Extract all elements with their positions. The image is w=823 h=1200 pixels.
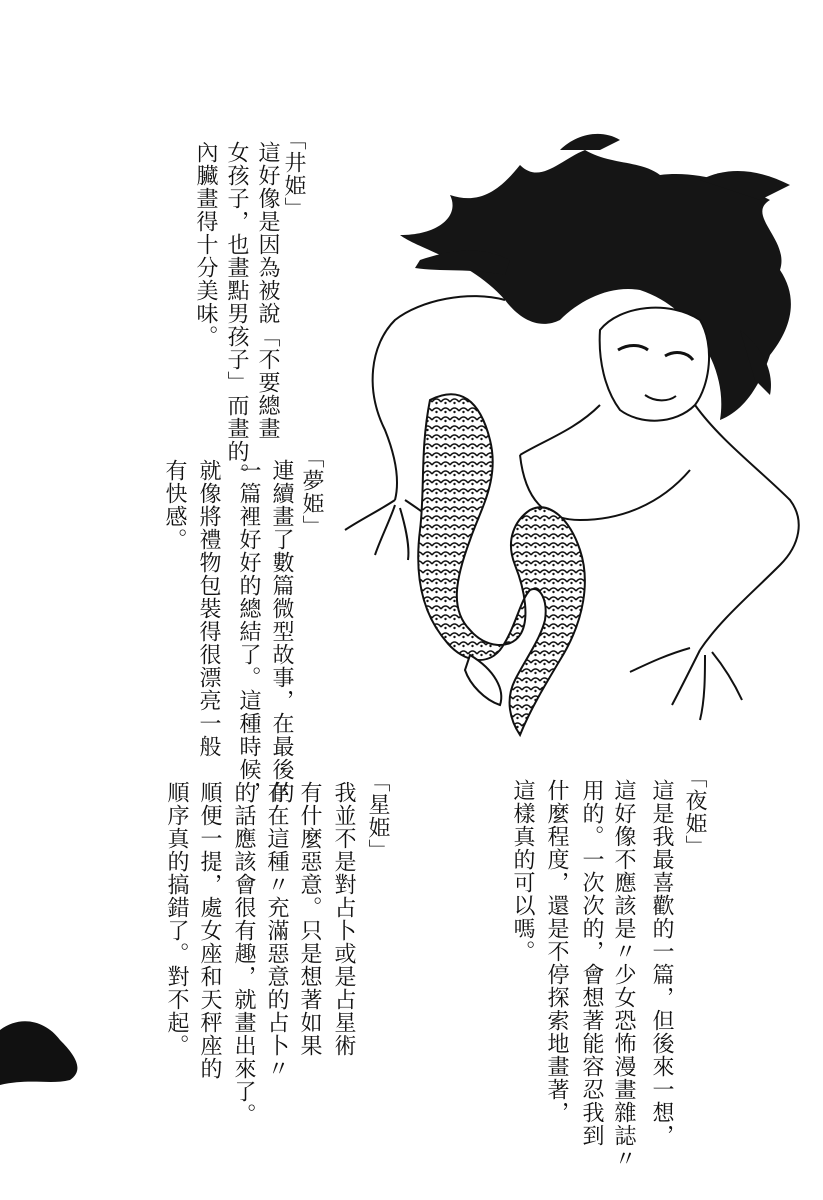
section-heading-seihime: 「井姫」: [281, 128, 306, 220]
section-line-yoruhime-5: 這樣真的可以嗎。: [510, 779, 535, 963]
section-line-yoruhime-4: 什麼程度，還是不停探索地畫著，: [544, 779, 569, 1124]
section-line-hoshihime-6: 順序真的搞錯了。對不起。: [164, 781, 189, 1057]
mermaid-hair: [400, 134, 791, 420]
section-line-hoshihime-2: 有什麼惡意。只是想著如果: [297, 781, 322, 1057]
section-heading-yoruhime: 「夜姫」: [682, 766, 707, 858]
section-line-yumehime-1: 連續畫了數篇微型故事，在最後的: [269, 459, 294, 804]
section-line-hoshihime-1: 我並不是對占卜或是占星術: [331, 781, 356, 1057]
ink-splash: [0, 1021, 77, 1085]
section-line-yoruhime-2: 這好像不應該是〃少女恐怖漫畫雜誌〃: [611, 779, 636, 1170]
section-line-hoshihime-3: 存在這種〃充滿惡意的占卜〃: [264, 781, 289, 1080]
mermaid-tail: [418, 394, 585, 735]
section-line-yumehime-2: 一篇裡好好的總結了。這種時候，: [236, 459, 261, 804]
section-line-seihime-1: 這好像是因為被說「不要總畫: [255, 141, 280, 440]
section-line-seihime-2: 女孩子，也畫點男孩子」而畫的。: [224, 141, 249, 486]
section-heading-yumehime: 「夢姫」: [299, 446, 324, 538]
section-heading-hoshihime: 「星姫」: [365, 770, 390, 862]
section-line-yoruhime-3: 用的。一次次的，會想著能容忍我到: [579, 779, 604, 1147]
section-line-yumehime-3: 就像將禮物包裝得很漂亮一般: [196, 459, 221, 758]
section-line-hoshihime-5: 順便一提，處女座和天秤座的: [197, 781, 222, 1080]
section-line-seihime-3: 內臟畫得十分美味。: [193, 141, 218, 348]
section-line-yumehime-4: 有快感。: [162, 459, 187, 551]
section-line-yoruhime-1: 這是我最喜歡的一篇，但後來一想，: [649, 779, 674, 1147]
section-line-hoshihime-4: 的話應該會很有趣，就畫出來了。: [231, 781, 256, 1126]
mermaid-face: [600, 308, 709, 421]
